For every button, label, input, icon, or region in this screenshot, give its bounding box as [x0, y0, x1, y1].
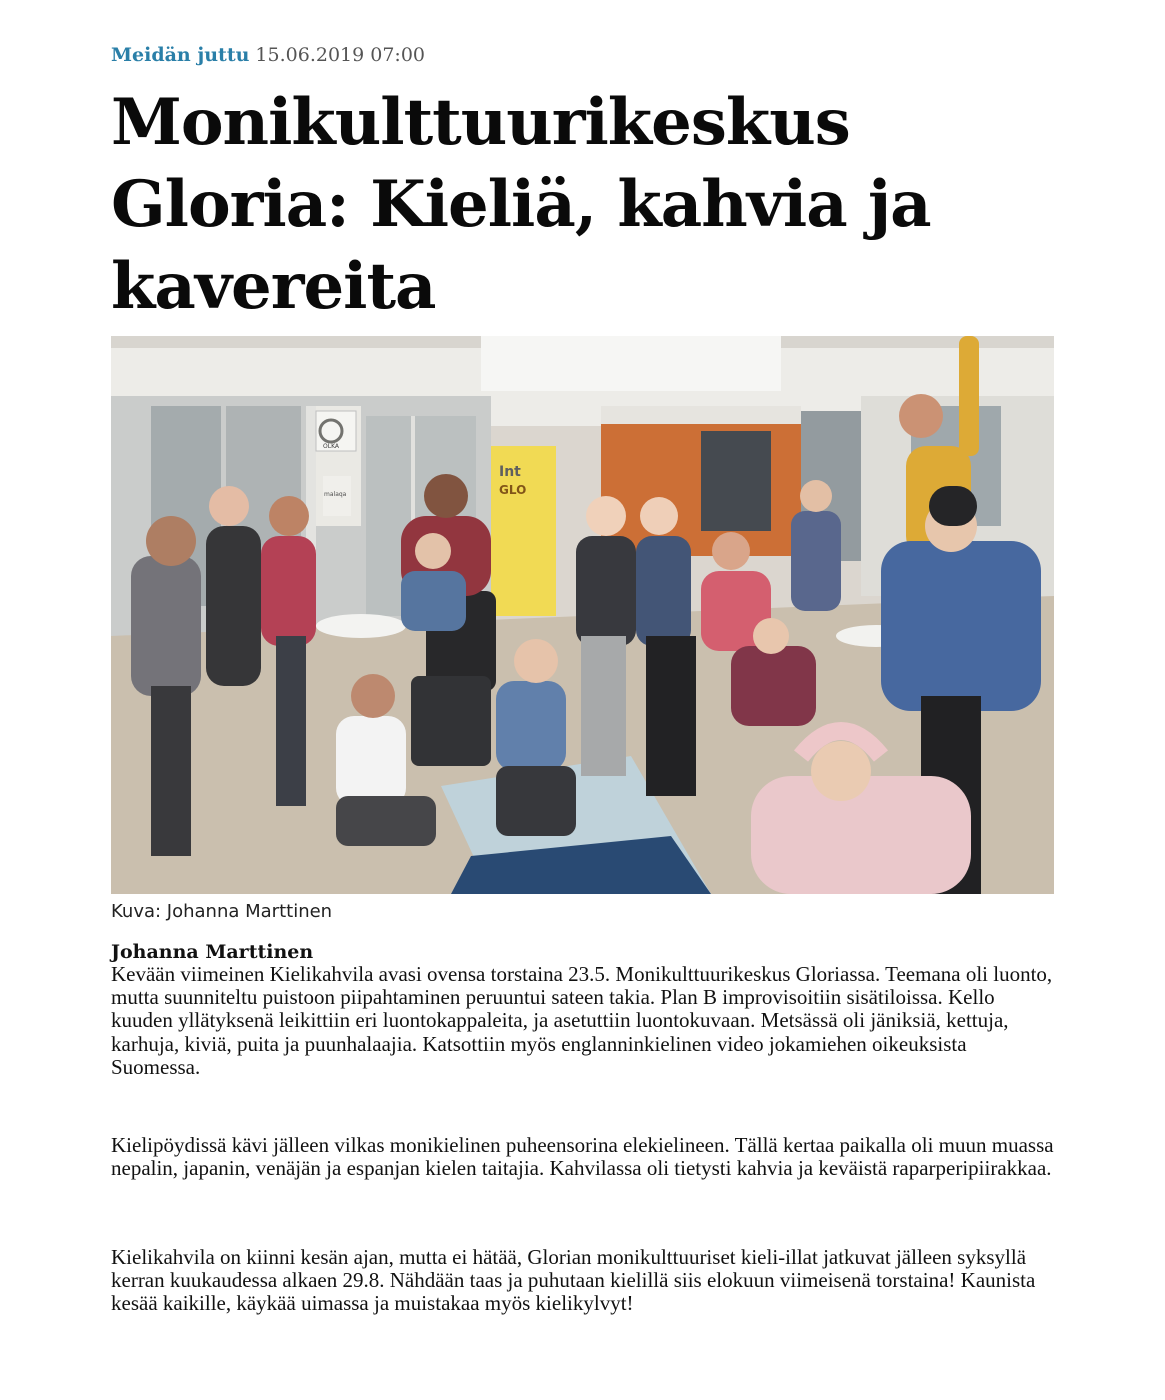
publish-date: 15.06.2019 07:00	[255, 44, 426, 66]
poster-top-text: Int	[499, 464, 521, 480]
article-headline: Monikulttuurikeskus Gloria: Kieliä, kahvia ja kavereita	[111, 85, 931, 324]
door-label-text: malaqa	[324, 491, 347, 498]
paragraph-3: Kielikahvila on kiinni kesän ajan, mutta ei hätää, Glorian monikulttuuriset kieli-illat jatkuvat jälleen syksyllä kerran kuukaudessa alkaen 29.8. Nähdään taas ja puhutaan kielillä siis elokuun viimeisenä torstaina! Kaunista kesää kaikille, käykää uimassa ja muistakaa myös kielikylvyt!	[111, 1245, 1036, 1316]
article-meta	[111, 42, 425, 68]
paragraph-2: Kielipöydissä kävi jälleen vilkas monikielinen puheensorina elekielineen. Tällä kertaa paikalla oli muun muassa nepalin, japanin, venäjän ja espanjan kielen taitajia. Kahvilassa oli tietysti kahvia ja keväistä raparperipiirakkaa.	[111, 1133, 1054, 1181]
door-badge-text: OLKA	[323, 443, 339, 450]
category-link[interactable]: Meidän juttu	[111, 44, 250, 66]
group-photo-illustration	[111, 336, 1054, 894]
paragraph-1: Kevään viimeinen Kielikahvila avasi ovensa torstaina 23.5. Monikulttuurikeskus Gloriassa. Teemana oli luonto, mutta suunniteltu puistoon piipahtaminen peruuntui sateen takia. Plan B improvisoitiin sisätiloissa. Kello kuuden yllätyksenä leikittiin eri luontokappaleita, ja asetuttiin luontokuvaan. Metsässä oli jäniksiä, kettuja, karhuja, kiviä, puita ja puunhalaajia. Katsottiin myös englanninkielinen video jokamiehen oikeuksista Suomessa.	[111, 962, 1053, 1079]
poster-brand-text: GLO	[499, 483, 527, 497]
photo-caption: Kuva: Johanna Marttinen	[111, 901, 333, 922]
article-photo	[111, 336, 1054, 894]
author-name: Johanna Marttinen	[111, 941, 314, 963]
